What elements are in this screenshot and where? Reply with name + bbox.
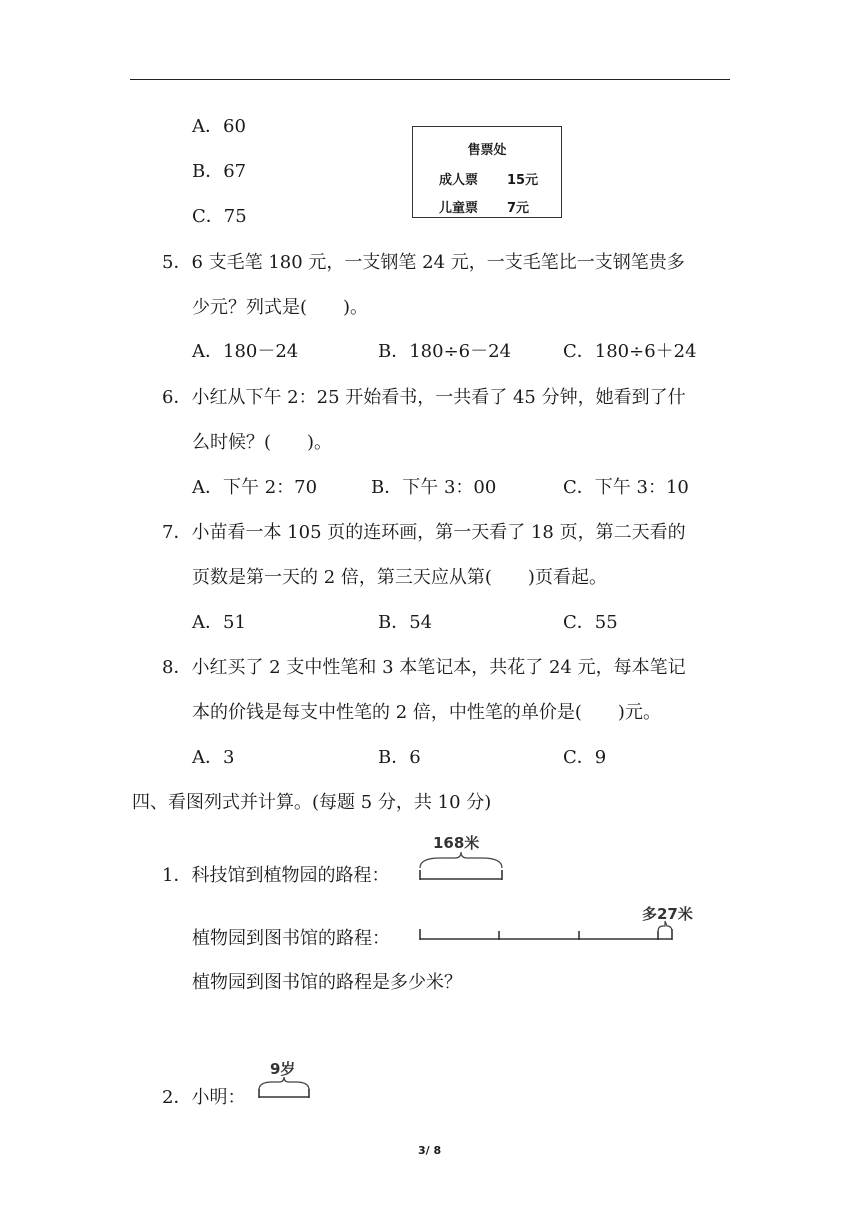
p1-brace-label: 168米 xyxy=(433,834,480,852)
q5-stem-line1: 5．6 支毛笔 180 元，一支钢笔 24 元，一支毛笔比一支钢笔贵多 xyxy=(162,252,685,273)
p1-label-museum-to-garden: 1．科技馆到植物园的路程： xyxy=(162,865,390,886)
q5-stem-line2: 少元？列式是( )。 xyxy=(192,297,369,318)
q8-option-a: A．3 xyxy=(192,747,235,768)
q8-option-b: B．6 xyxy=(378,747,421,768)
q5-option-b: B．180÷6－24 xyxy=(378,341,512,362)
q7-option-c: C．55 xyxy=(563,612,618,633)
ticket-sign-title: 售票处 xyxy=(467,143,507,158)
q8-stem-line1: 8．小红买了 2 支中性笔和 3 本笔记本，共花了 24 元，每本笔记 xyxy=(162,657,686,678)
p2-label-xiaoming: 2．小明： xyxy=(162,1087,246,1108)
adult-ticket-label: 成人票 xyxy=(439,173,479,188)
q6-stem-line1: 6．小红从下午 2：25 开始看书，一共看了 45 分钟，她看到了什 xyxy=(162,387,686,408)
q4-option-a: A．60 xyxy=(192,116,246,137)
child-ticket-price: 7元 xyxy=(507,201,530,216)
section4-heading: 四、看图列式并计算。(每题 5 分，共 10 分) xyxy=(132,792,492,813)
adult-ticket-price: 15元 xyxy=(507,173,539,188)
child-ticket-label: 儿童票 xyxy=(439,201,479,216)
page-number: 3/ 8 xyxy=(418,1144,442,1157)
p2-brace-label: 9岁 xyxy=(270,1060,296,1078)
q7-option-a: A．51 xyxy=(192,612,246,633)
q8-stem-line2: 本的价钱是每支中性笔的 2 倍，中性笔的单价是( )元。 xyxy=(192,702,661,723)
q4-option-c: C．75 xyxy=(192,206,247,227)
q6-option-c: C．下午 3：10 xyxy=(563,477,689,498)
q5-option-a: A．180－24 xyxy=(192,341,299,362)
q8-option-c: C．9 xyxy=(563,747,607,768)
q6-option-a: A．下午 2：70 xyxy=(192,477,318,498)
q5-option-c: C．180÷6＋24 xyxy=(563,341,697,362)
q6-option-b: B．下午 3：00 xyxy=(371,477,497,498)
q7-stem-line2: 页数是第一天的 2 倍，第三天应从第( )页看起。 xyxy=(192,567,607,588)
q7-option-b: B．54 xyxy=(378,612,433,633)
p1-label-garden-to-library: 植物园到图书馆的路程： xyxy=(192,928,390,949)
q7-stem-line1: 7．小苗看一本 105 页的连环画，第一天看了 18 页，第二天看的 xyxy=(162,522,686,543)
p1-question: 植物园到图书馆的路程是多少米？ xyxy=(192,972,462,993)
q6-stem-line2: 么时候？( )。 xyxy=(192,432,333,453)
q4-option-b: B．67 xyxy=(192,161,247,182)
p1-extra-label: 多27米 xyxy=(642,905,693,923)
